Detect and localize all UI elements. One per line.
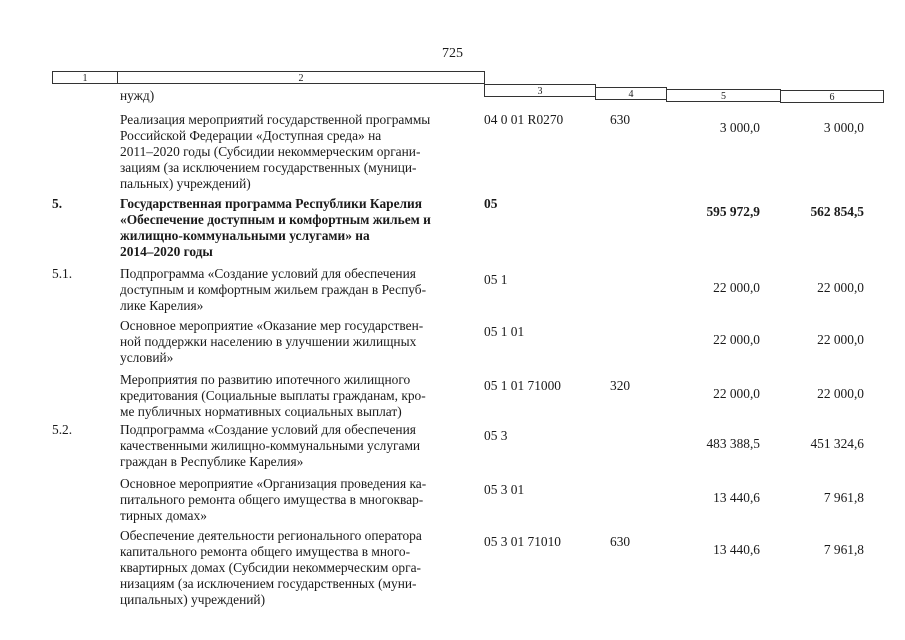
row-amount-2020: 451 324,6 (810, 436, 864, 451)
row-name (120, 112, 480, 192)
row-name-line: граждан в Республике Карелия» (120, 454, 304, 469)
row-expense-type: 630 (610, 534, 631, 549)
row-name-line: условий» (120, 350, 174, 365)
row-name-line: Основное мероприятие «Оказание мер государствен- (120, 318, 424, 333)
row-name (120, 196, 480, 260)
row-name-line: доступным и комфортным жильем граждан в Респуб- (120, 282, 427, 297)
row-name (120, 266, 480, 314)
row-code: 05 3 (484, 428, 508, 443)
row-name-line: пальных) учреждений) (120, 176, 251, 191)
row-number: 5.2. (52, 422, 73, 437)
row-expense-type: 320 (610, 378, 631, 393)
row-name-line: ме публичных нормативных социальных выплат) (120, 404, 402, 419)
table-header-col-4: 4 (595, 87, 667, 100)
row-code: 05 3 01 71010 (484, 534, 561, 549)
row-amount-2020: 7 961,8 (823, 490, 864, 505)
table-header-col-1: 1 (52, 71, 118, 84)
row-name-line: Подпрограмма «Создание условий для обеспечения (120, 266, 416, 281)
row-amount-2019: 13 440,6 (713, 542, 760, 557)
row-amount-2020: 7 961,8 (823, 542, 864, 557)
row-name-line: жилищно-коммунальными услугами» на (120, 228, 370, 243)
row-code: 05 1 01 (484, 324, 525, 339)
row-amount-2019: 22 000,0 (713, 386, 760, 401)
row-number: 5. (52, 196, 63, 211)
row-name (120, 318, 480, 366)
row-name (120, 476, 480, 524)
row-name-line: 2014–2020 годы (120, 244, 213, 259)
row-name (120, 372, 480, 420)
row-amount-2019: 3 000,0 (719, 120, 760, 135)
table-header-col-6: 6 (780, 90, 884, 103)
row-name-line: тирных домах» (120, 508, 207, 523)
row-name-line: зациям (за исключением государственных (муници- (120, 160, 417, 175)
table-header-col-2: 2 (117, 71, 485, 84)
row-amount-2020: 3 000,0 (823, 120, 864, 135)
row-name-line: Основное мероприятие «Организация проведения ка- (120, 476, 427, 491)
row-number: 5.1. (52, 266, 73, 281)
row-name-line: качественными жилищно-коммунальными услугами (120, 438, 421, 453)
row-amount-2020: 22 000,0 (817, 386, 864, 401)
row-name-line: низациям (за исключением государственных (муни- (120, 576, 417, 591)
row-name-line: питального ремонта общего имущества в многоквар- (120, 492, 424, 507)
row-amount-2020: 562 854,5 (810, 204, 864, 219)
row-code: 04 0 01 R0270 (484, 112, 564, 127)
row-code: 05 3 01 (484, 482, 525, 497)
row-amount-2019: 22 000,0 (713, 280, 760, 295)
row-name-line: капитального ремонта общего имущества в много- (120, 544, 411, 559)
row-code: 05 1 01 71000 (484, 378, 561, 393)
row-name-line: Реализация мероприятий государственной программы (120, 112, 431, 127)
row-name-line: Подпрограмма «Создание условий для обеспечения (120, 422, 416, 437)
row-code: 05 1 (484, 272, 508, 287)
page-number: 725 (442, 46, 463, 61)
row-name-line: Российской Федерации «Доступная среда» на (120, 128, 382, 143)
row-name-line: квартирных домах (Субсидии некоммерческим орга- (120, 560, 422, 575)
row-name-line: кредитования (Социальные выплаты гражданам, кро- (120, 388, 426, 403)
row-amount-2019: 13 440,6 (713, 490, 760, 505)
row-name (120, 422, 480, 470)
table-header-col-3: 3 (484, 84, 596, 97)
row-amount-2019: 483 388,5 (706, 436, 760, 451)
table-header-col-5: 5 (666, 89, 781, 102)
row-name (120, 528, 480, 608)
row-name-line: лике Карелия» (120, 298, 204, 313)
row-name-line: «Обеспечение доступным и комфортным жильем и (120, 212, 431, 227)
row-amount-2020: 22 000,0 (817, 280, 864, 295)
row-name-line: нужд) (120, 88, 155, 103)
row-code: 05 (484, 196, 498, 211)
row-name-line: Государственная программа Республики Карелия (120, 196, 423, 211)
row-name-line: 2011–2020 годы (Субсидии некоммерческим органи- (120, 144, 421, 159)
row-amount-2019: 595 972,9 (706, 204, 760, 219)
row-name-line: Мероприятия по развитию ипотечного жилищного (120, 372, 411, 387)
row-name-line: ной поддержки населению в улучшении жилищных (120, 334, 417, 349)
row-name-line: ципальных) учреждений) (120, 592, 266, 607)
row-name-line: Обеспечение деятельности регионального оператора (120, 528, 422, 543)
row-expense-type: 630 (610, 112, 631, 127)
row-amount-2019: 22 000,0 (713, 332, 760, 347)
row-name (120, 88, 480, 104)
row-amount-2020: 22 000,0 (817, 332, 864, 347)
